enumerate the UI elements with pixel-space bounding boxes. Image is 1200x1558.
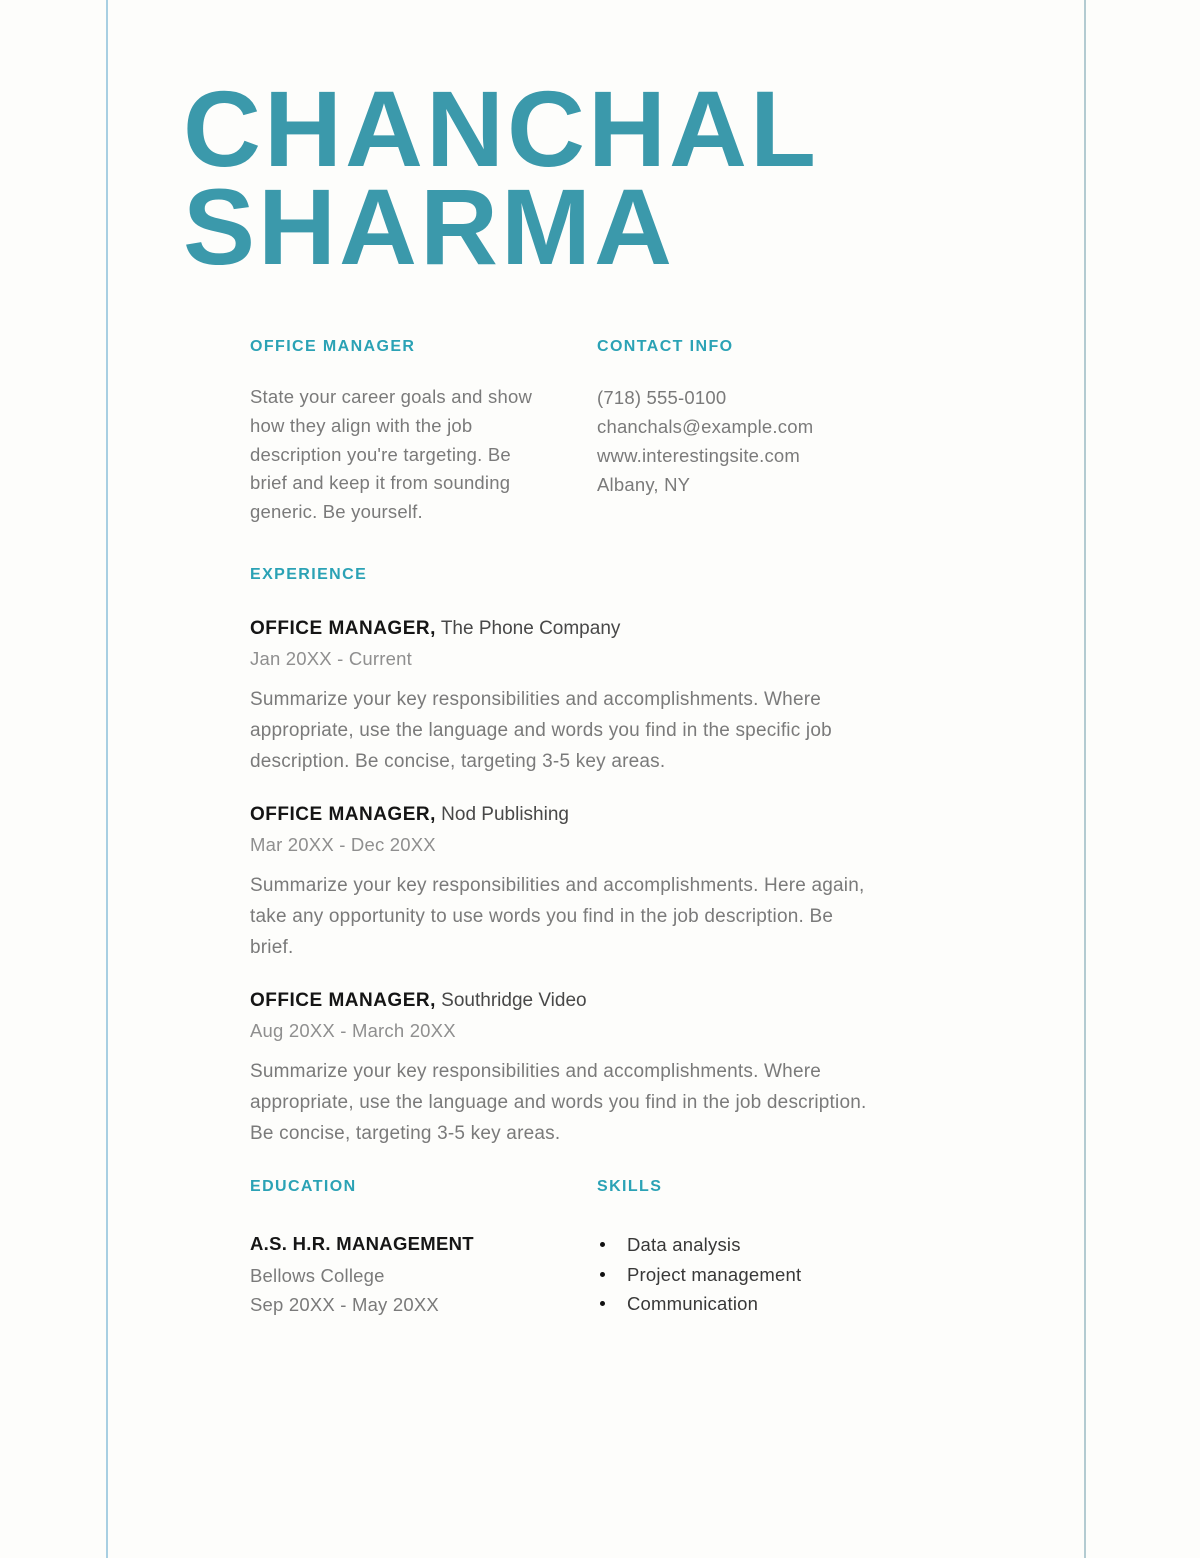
experience-heading: EXPERIENCE bbox=[250, 566, 368, 583]
skill-label: Data analysis bbox=[627, 1234, 741, 1255]
experience-section bbox=[250, 566, 890, 1149]
job-dates: Jan 20XX - Current bbox=[250, 648, 412, 669]
education-section bbox=[250, 1178, 570, 1319]
candidate-name bbox=[183, 68, 819, 287]
skills-heading: SKILLS bbox=[597, 1178, 663, 1195]
skill-label: Communication bbox=[627, 1293, 759, 1314]
candidate-name-line-1: CHANCHAL bbox=[183, 68, 819, 189]
contact-phone: (718) 555-0100 bbox=[597, 387, 727, 408]
job-dates: Aug 20XX - March 20XX bbox=[250, 1020, 456, 1041]
contact-heading: CONTACT INFO bbox=[597, 338, 734, 355]
skills-list bbox=[597, 1230, 917, 1319]
contact-email: chanchals@example.com bbox=[597, 416, 814, 437]
job-summary: Summarize your key responsibilities and accomplishments. Where appropriate, use the language and words you find in the job description. Be concise, targeting 3-5 key areas. bbox=[250, 1061, 867, 1144]
job-title-row bbox=[250, 617, 890, 641]
objective-heading: OFFICE MANAGER bbox=[250, 338, 416, 355]
objective-section bbox=[250, 338, 542, 527]
contact-website: www.interestingsite.com bbox=[597, 445, 801, 466]
education-school: Bellows College bbox=[250, 1265, 385, 1286]
education-heading: EDUCATION bbox=[250, 1178, 357, 1195]
skill-item bbox=[597, 1230, 917, 1260]
job-dates: Mar 20XX - Dec 20XX bbox=[250, 834, 436, 855]
job-company: Nod Publishing bbox=[441, 804, 569, 825]
job-title-row bbox=[250, 989, 890, 1013]
right-border-rule bbox=[1084, 0, 1086, 1558]
contact-location: Albany, NY bbox=[597, 474, 691, 495]
skills-section bbox=[597, 1178, 917, 1319]
job-title: OFFICE MANAGER, bbox=[250, 990, 436, 1011]
experience-entry-2 bbox=[250, 803, 890, 963]
experience-entry-3 bbox=[250, 989, 890, 1149]
objective-text: State your career goals and show how they align with the job description you're targeting. Be brief and keep it from sounding generic. Be yourself. bbox=[250, 386, 533, 523]
skill-item bbox=[597, 1289, 917, 1319]
candidate-name-line-2: SHARMA bbox=[183, 166, 675, 287]
job-title: OFFICE MANAGER, bbox=[250, 804, 436, 825]
left-border-rule bbox=[106, 0, 108, 1558]
education-dates: Sep 20XX - May 20XX bbox=[250, 1294, 439, 1315]
skill-label: Project management bbox=[627, 1263, 802, 1285]
job-company: The Phone Company bbox=[440, 618, 621, 639]
experience-entry-1 bbox=[250, 617, 890, 777]
job-summary: Summarize your key responsibilities and accomplishments. Here again, take any opportunity to use words you find in the job description. Be brief. bbox=[250, 875, 865, 958]
job-title: OFFICE MANAGER, bbox=[250, 618, 436, 639]
contact-lines bbox=[597, 383, 907, 499]
job-title-row bbox=[250, 803, 890, 827]
bullet-icon bbox=[600, 1272, 605, 1277]
bullet-icon bbox=[600, 1242, 605, 1247]
contact-section bbox=[597, 338, 907, 499]
skill-item bbox=[597, 1260, 917, 1290]
job-company: Southridge Video bbox=[441, 990, 587, 1011]
education-degree: A.S. H.R. MANAGEMENT bbox=[250, 1233, 474, 1254]
job-summary: Summarize your key responsibilities and accomplishments. Where appropriate, use the language and words you find in the specific job description. Be concise, targeting 3-5 key areas. bbox=[250, 689, 832, 772]
bullet-icon bbox=[600, 1301, 605, 1306]
